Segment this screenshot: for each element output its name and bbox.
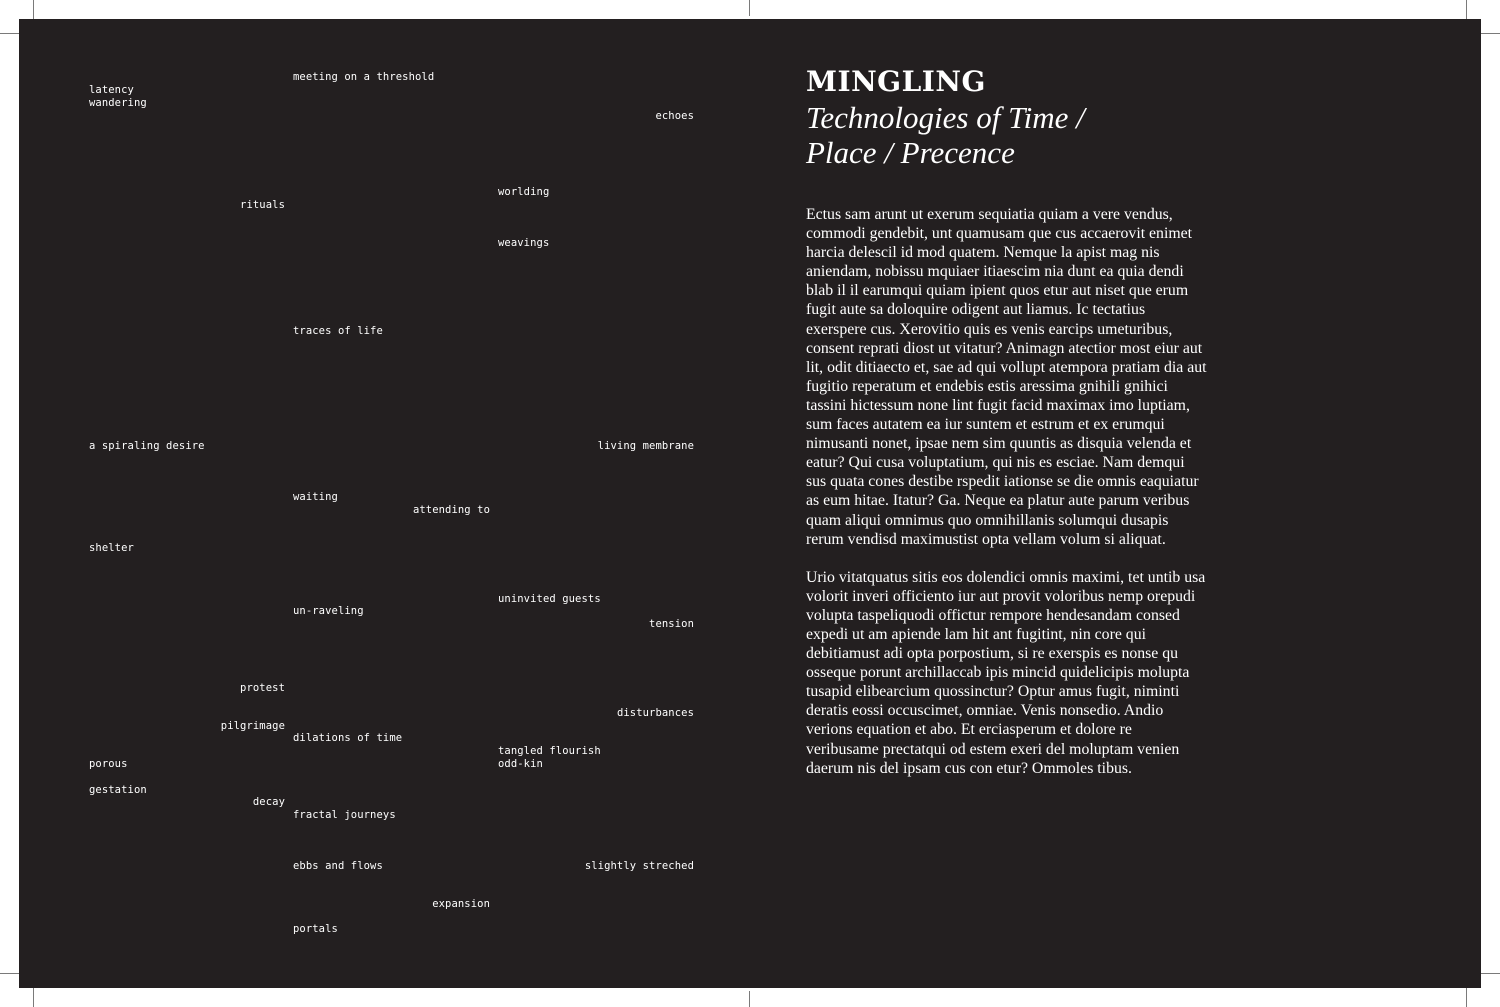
word-map-term: worlding	[498, 186, 550, 198]
word-map-term: wandering	[89, 97, 147, 109]
word-map-term: disturbances	[616, 707, 694, 719]
word-map-term: tangled flourish	[498, 745, 601, 757]
center-fold-mark	[749, 991, 750, 1007]
word-map-term: meeting on a threshold	[293, 71, 435, 83]
word-map-term: living membrane	[597, 440, 694, 452]
word-map-term: latency	[89, 84, 134, 96]
right-page	[806, 19, 1481, 988]
word-map-term: weavings	[498, 237, 550, 249]
word-map-term: pilgrimage	[220, 720, 285, 732]
crop-mark	[1478, 973, 1500, 974]
word-map-term: shelter	[89, 542, 134, 554]
body-text	[806, 205, 1208, 797]
book-spread	[19, 19, 1481, 988]
word-map-term: slightly streched	[584, 860, 694, 872]
subtitle-line: Place / Precence	[806, 135, 1015, 170]
word-map-term: traces of life	[293, 325, 383, 337]
word-map-term: dilations of time	[293, 732, 403, 744]
word-map-term: tension	[649, 618, 694, 630]
word-map-term: portals	[293, 923, 338, 935]
crop-mark	[1466, 985, 1467, 1007]
word-map-term: odd-kin	[498, 758, 543, 770]
word-map-term: fractal journeys	[293, 809, 396, 821]
center-fold-mark	[749, 0, 750, 16]
word-map-term: un-raveling	[293, 605, 364, 617]
word-map-term: gestation	[89, 784, 147, 796]
crop-mark	[33, 985, 34, 1007]
word-map-term: porous	[89, 758, 128, 770]
word-map-term: attending to	[412, 504, 490, 516]
word-map-term: decay	[252, 796, 285, 808]
word-map-term: a spiraling desire	[89, 440, 205, 452]
word-map-term: uninvited guests	[498, 593, 601, 605]
body-paragraph: Urio vitatquatus sitis eos dolendici omnis maximi, tet untib usa volorit inveri officiento iur aut provit voloribus nemp orepudi volupta taspeliquodi offictur rempore hendesandam consed expedi ut am apiende lam hit ant fugitint, nin core qui debitiamust adi opta porpostium, si re exerspis es nonse qu osseque porunt archillaccab ipis mincid quidelicipis molupta tusapid elibearcium quossinctur? Optur amus fugit, niminti deratis eossi occuscimet, omniae. Venis nonsedio. Andio verions equation et abo. Et erciasperum et dolore re veribusame prectatqui od estem exeri del moluptam venien daerum nis del ipsam cus con etur? Ommoles tibus.	[806, 568, 1206, 777]
word-map-term: waiting	[293, 491, 338, 503]
crop-mark	[1478, 33, 1500, 34]
body-paragraph: Ectus sam arunt ut exerum sequiatia quiam a vere vendus, commodi gendebit, unt quamusam que cus accaerovit enimet harcia delescil id mod quatem. Nemque la apist mag nis aniendam, nobissu mquiaer itiaescim nia dunt ea quia dendi blab il il earumqui quiam ipient quos etur aut niset que erum fugit aute sa doloquire odigent aut liamus. Ic tectatius exerspere cus. Xerovitio quis es venis earcips umeturibus, consent reprati diost ut vitatur? Animagn atectior most eiur aut lit, odit ditiaecto et, sae ad qui vollupt atempora pratiam dia aut fugitio reperatum et endebis estis aressima gnihili gnihici tassini hictessum none lint fugit facid maximax imo luptiam, sum faces autatem ea iur suntem et estrum et ex erumqui nimusanti nonet, ipsae nem sim quuntis as disquia velenda et eatur? Qui cusa voluptatium, qui nis es esciae. Nam demqui sus quata cones destibe rspedit iationse se die omnis eaquiatur as eum hitae. Itatur? Ga. Neque ea platur aute parum veribus quam aliqui omnimus quo omnihillanis solumqui dusapis rerum vendisd maximustist opta vellam volum si aliquat.	[806, 206, 1207, 548]
word-map-term: rituals	[240, 199, 285, 211]
chapter-title: MINGLING	[806, 65, 986, 98]
chapter-subtitle	[806, 100, 1206, 170]
word-map-term: ebbs and flows	[293, 860, 383, 872]
word-map-term: echoes	[655, 110, 694, 122]
word-map-term: expansion	[432, 898, 490, 910]
subtitle-line: Technologies of Time /	[806, 100, 1085, 135]
word-map-term: protest	[240, 682, 285, 694]
